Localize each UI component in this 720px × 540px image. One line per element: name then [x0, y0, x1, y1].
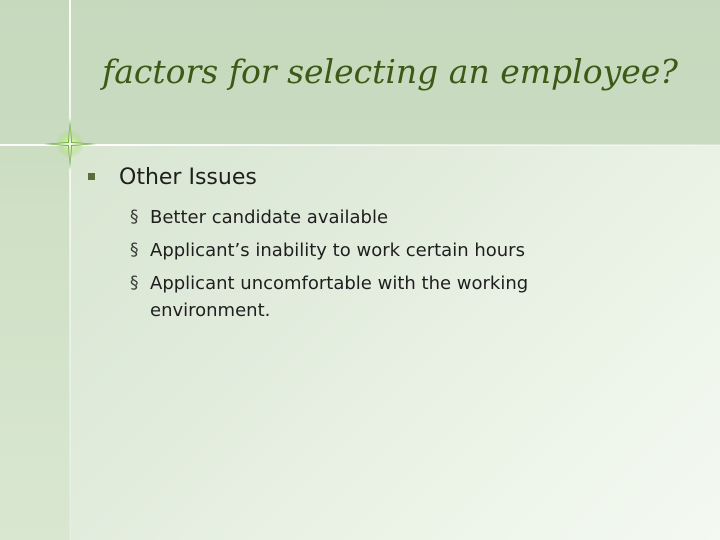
vertical-divider-line — [69, 0, 71, 540]
section-sign-bullet-icon: § — [130, 273, 139, 293]
sub-bullet-item — [130, 270, 690, 324]
section-sign-bullet-icon: § — [130, 207, 139, 227]
sub-bullet-text: Applicant’s inability to work certain hours — [150, 240, 525, 261]
section-sign-bullet-icon: § — [130, 240, 139, 260]
sub-bullet-list — [130, 204, 690, 330]
slide-title: factors for selecting an employee? — [102, 52, 678, 91]
bullet-text: Other Issues — [119, 165, 257, 190]
sub-bullet-text: Better candidate available — [150, 207, 389, 228]
sub-bullet-text: Applicant uncomfortable with the working environment. — [150, 273, 529, 321]
sub-bullet-item — [130, 204, 690, 231]
bullet-other-issues — [88, 165, 257, 190]
sub-bullet-item — [130, 237, 690, 264]
square-bullet-icon — [88, 173, 95, 180]
horizontal-divider-line — [0, 144, 720, 146]
